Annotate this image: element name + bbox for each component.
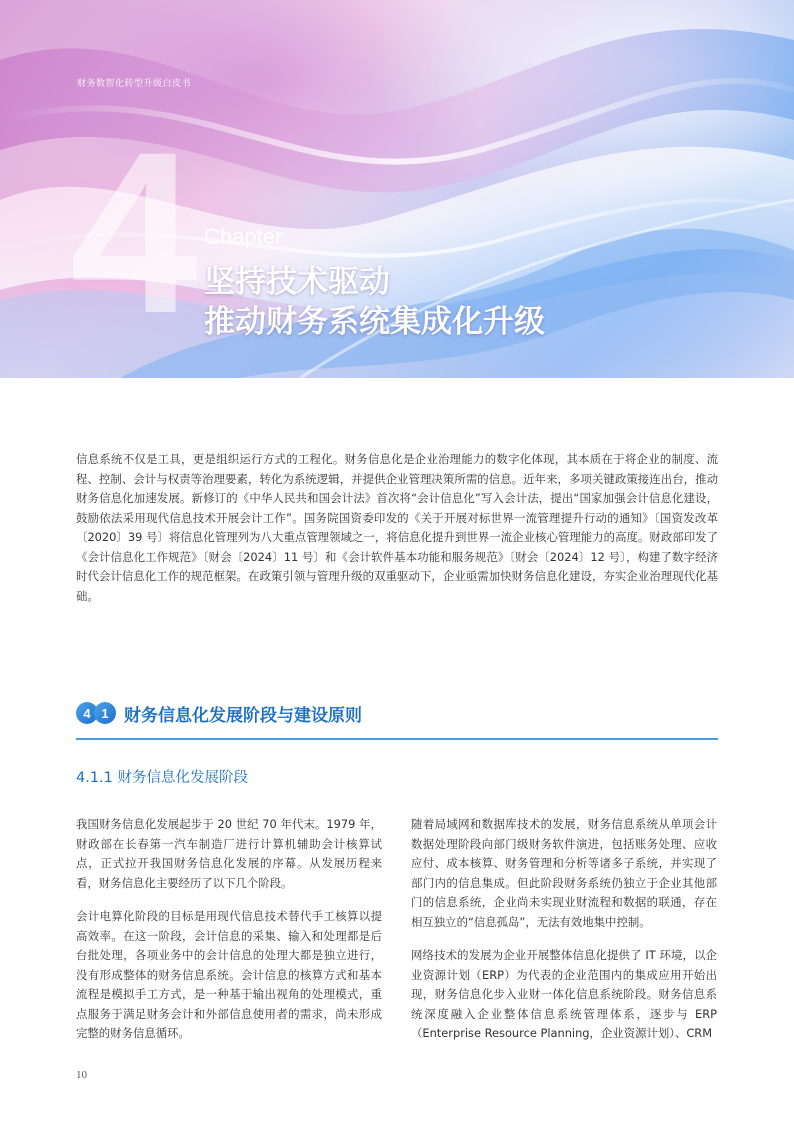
chapter-title [204,262,545,342]
right-column [411,815,717,1044]
page-number: 10 [76,1069,87,1081]
section-badge-digit: 4 [76,702,98,724]
body-paragraph: 我国财务信息化发展起步于 20 世纪 70 年代末。1979 年，财政部在长春第一汽车制造厂进行计算机辅助会计核算试点，正式拉开我国财务信息化发展的序幕。从发展历程来看，财务信息化主要经历了以下几个阶段。 [76,817,382,890]
section-divider [76,738,718,740]
body-paragraph: 会计电算化阶段的目标是用现代信息技术替代手工核算以提高效率。在这一阶段，会计信息的采集、输入和处理都是后台批处理，各项业务中的会计信息的处理大都是独立进行，没有形成整体的财务信息系统。会计信息的核算方式和基本流程是模拟手工方式，是一种基于输出视角的处理模式，重点服务于满足财务会计和外部信息使用者的需求，尚未形成完整的财务信息循环。 [76,909,382,1040]
intro-paragraph: 信息系统不仅是工具，更是组织运行方式的工程化。财务信息化是企业治理能力的数字化体现，其本质在于将企业的制度、流程、控制、会计与权责等治理要素，转化为系统逻辑，并提供企业管理决策所需的信息。近年来，多项关键政策接连出台，推动财务信息化加速发展。新修订的《中华人民共和国会计法》首次将“会计信息化”写入会计法，提出“国家加强会计信息化建设，鼓励依法采用现代信息技术开展会计工作”。国务院国资委印发的《关于开展对标世界一流管理提升行动的通知》〔国资发改革〔2020〕39 号〕将信息化管理列为八大重点管理领域之一，将信息化提升到世界一流企业核心管理能力的高度。财政部印发了《会计信息化工作规范》〔财会〔2024〕11 号〕和《会计软件基本功能和服务规范》〔财会〔2024〕12 号〕，构建了数字经济时代会计信息化工作的规范框架。在政策引领与管理升级的双重驱动下，企业亟需加快财务信息化建设，夯实企业治理现代化基础。 [76,452,718,603]
running-head: 财务数智化转型升级白皮书 [77,79,192,89]
chapter-label: Chapter [204,224,283,249]
section-heading [76,700,362,726]
body-paragraph: 随着局域网和数据库技术的发展，财务信息系统从单项会计数据处理阶段向部门级财务软件演进，包括账务处理、应收应付、成本核算、财务管理和分析等诸多子系统，并实现了部门内的信息集成。但此阶段财务系统仍独立于企业其他部门的信息系统，企业尚未实现业财流程和数据的联通，存在相互独立的“信息孤岛”，无法有效地集中控制。 [411,817,717,929]
chapter-number: 4 [70,104,198,361]
left-column [76,815,382,1044]
chapter-banner [0,0,794,378]
body-paragraph: 网络技术的发展为企业开展整体信息化提供了 IT 环境，以企业资源计划（ERP）为代表的企业范围内的集成应用开始出现，财务信息化步入业财一体化信息系统阶段。财务信息系统深度融入企业整体信息系统管理体系，逐步与 ERP（Enterprise Resource Planning，企业资源计划）、CRM [411,948,717,1040]
section-number-badge [76,702,116,724]
section-title: 财务信息化发展阶段与建设原则 [124,705,362,726]
chapter-title-line-2: 推动财务系统集成化升级 [204,304,545,340]
subsection-title: 4.1.1 财务信息化发展阶段 [76,770,249,786]
section-badge-digit: 1 [94,702,116,724]
chapter-title-line-1: 坚持技术驱动 [204,264,390,300]
